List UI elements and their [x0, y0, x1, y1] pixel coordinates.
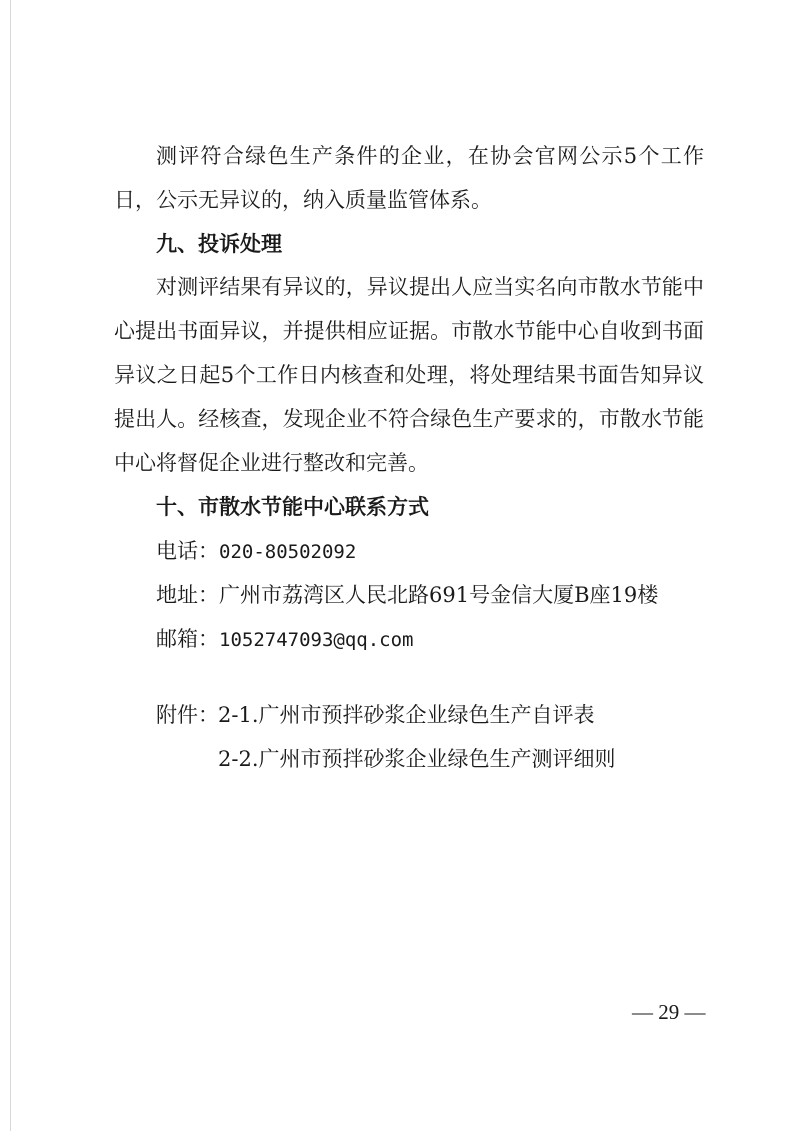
complaints-line-2: 心提出书面异议，并提供相应证据。市散水节能中心自收到书面: [114, 319, 704, 343]
contact-address: [156, 581, 658, 609]
page-edge: [10, 0, 11, 1131]
email-value: 1052747093@qq.com: [219, 629, 414, 651]
section-heading-contact: 十、市散水节能中心联系方式: [156, 495, 429, 519]
complaints-line-3: 异议之日起5个工作日内核查和处理，将处理结果书面告知异议: [114, 363, 704, 387]
complaints-line-1: 对测评结果有异议的，异议提出人应当实名向市散水节能中: [156, 275, 704, 299]
paragraph-publicity-line-1: 测评符合绿色生产条件的企业，在协会官网公示5个工作: [156, 144, 704, 168]
attachments-label: 附件：: [156, 703, 219, 727]
section-heading-complaints: 九、投诉处理: [156, 232, 282, 256]
address-label: 地址：: [156, 583, 219, 607]
paragraph-publicity-line-2: 日，公示无异议的，纳入质量监管体系。: [114, 188, 492, 212]
complaints-line-5: 中心将督促企业进行整改和完善。: [114, 451, 429, 475]
contact-email: [156, 625, 413, 654]
contact-phone: [156, 537, 356, 566]
address-value: 广州市荔湾区人民北路691号金信大厦B座19楼: [219, 583, 659, 607]
attachment-item-2: 2-2.广州市预拌砂浆企业绿色生产测评细则: [218, 747, 616, 771]
page-number: — 29 —: [632, 1000, 706, 1024]
email-label: 邮箱：: [156, 627, 219, 651]
phone-label: 电话：: [156, 539, 219, 563]
attachment-item-1: 2-1.广州市预拌砂浆企业绿色生产自评表: [218, 703, 595, 727]
complaints-line-4: 提出人。经核查，发现企业不符合绿色生产要求的，市散水节能: [114, 407, 704, 431]
phone-value: 020-80502092: [219, 541, 357, 563]
